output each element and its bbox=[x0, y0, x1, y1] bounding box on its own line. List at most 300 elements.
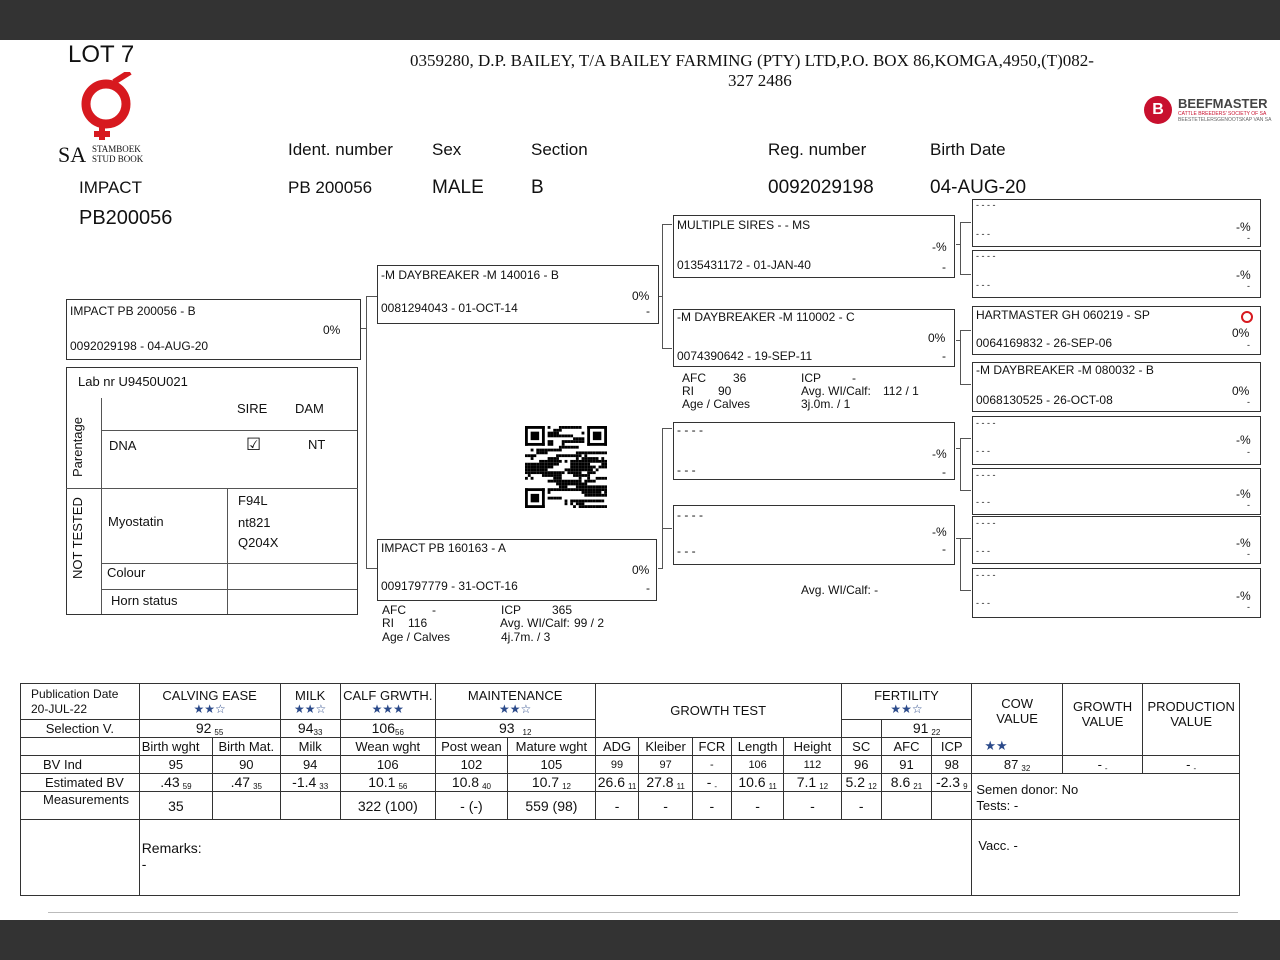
sds-dash: - bbox=[1247, 340, 1250, 350]
pedigree-dam-sire[interactable] bbox=[673, 422, 955, 480]
est-acc: 59 bbox=[182, 782, 192, 791]
qr-module bbox=[584, 460, 587, 463]
qr-module bbox=[579, 454, 582, 457]
qr-module bbox=[584, 474, 587, 477]
calving-ease-stars-icon: ★★☆ bbox=[193, 702, 226, 716]
qr-module bbox=[556, 432, 559, 435]
birth-label: Birth Date bbox=[930, 140, 1006, 159]
qr-module bbox=[539, 460, 542, 463]
qr-module bbox=[565, 488, 568, 491]
qr-module bbox=[565, 485, 568, 488]
self-name: IMPACT PB 200056 - B bbox=[70, 304, 196, 318]
est-value: -2.3 bbox=[935, 774, 961, 790]
lot-number: LOT 7 bbox=[68, 41, 135, 68]
qr-module bbox=[582, 485, 585, 488]
bv-ind-cell: 112 bbox=[784, 756, 841, 774]
qr-module bbox=[545, 449, 548, 452]
qr-module bbox=[573, 488, 576, 491]
qr-module bbox=[579, 468, 582, 471]
qr-module bbox=[570, 440, 573, 443]
qr-module bbox=[604, 485, 607, 488]
qr-module bbox=[584, 466, 587, 469]
qr-module bbox=[584, 505, 587, 508]
est-value: 7.1 bbox=[796, 774, 817, 790]
qr-module bbox=[599, 488, 602, 491]
dsd-dash: - bbox=[1247, 500, 1250, 510]
lab-nr-row bbox=[66, 367, 358, 398]
dd-reg: - - - bbox=[677, 544, 696, 558]
sel-calving-value: 92 bbox=[195, 720, 212, 736]
ident-label: Ident. number bbox=[288, 140, 393, 159]
sel-calving bbox=[139, 720, 280, 738]
dd-pct: -% bbox=[932, 525, 947, 539]
qr-module bbox=[545, 451, 548, 454]
pedigree-sire-sire[interactable] bbox=[673, 215, 955, 278]
reg-value: 0092029198 bbox=[768, 177, 874, 198]
sdd-dash: - bbox=[1247, 397, 1250, 407]
lab-panel bbox=[66, 367, 358, 615]
calf-growth-stars-icon: ★★★ bbox=[371, 702, 404, 716]
qr-module bbox=[604, 505, 607, 508]
self-reg: 0092029198 - 04-AUG-20 bbox=[70, 339, 209, 353]
qr-module bbox=[587, 491, 590, 494]
pedigree-dam[interactable] bbox=[377, 539, 657, 601]
qr-module bbox=[593, 457, 596, 460]
qr-module bbox=[570, 488, 573, 491]
qr-module bbox=[573, 437, 576, 440]
est-cell bbox=[340, 774, 435, 792]
pedigree-sss[interactable] bbox=[972, 199, 1261, 247]
qr-module bbox=[582, 432, 585, 435]
qr-module bbox=[593, 466, 596, 469]
qr-module bbox=[545, 468, 548, 471]
beefmaster-sub1: CATTLE BREEDERS' SOCIETY OF SA bbox=[1178, 111, 1267, 117]
remarks-cell bbox=[139, 820, 972, 896]
cow-value-stars-icon: ★★ bbox=[984, 738, 1008, 753]
est-acc: 12 bbox=[819, 782, 829, 791]
production-value-acc: - bbox=[1193, 763, 1197, 773]
col-header: Length bbox=[731, 738, 783, 756]
est-label: Estimated BV bbox=[21, 774, 140, 792]
ddd-name: - - - - bbox=[976, 570, 996, 580]
sire-reg: 0081294043 - 01-OCT-14 bbox=[381, 301, 518, 315]
sdd-pct: 0% bbox=[1232, 384, 1250, 398]
qr-module bbox=[525, 426, 528, 446]
qr-module bbox=[579, 471, 582, 474]
qr-module bbox=[587, 468, 590, 471]
qr-module bbox=[531, 457, 534, 460]
dsd-pct: -% bbox=[1236, 487, 1251, 501]
dam-age-label: Age / Calves bbox=[382, 630, 451, 644]
est-cell bbox=[139, 774, 212, 792]
qr-module bbox=[548, 491, 551, 494]
qr-module bbox=[525, 468, 528, 471]
qr-module bbox=[593, 432, 601, 440]
pub-date: 20-JUL-22 bbox=[31, 701, 88, 716]
qr-module bbox=[590, 505, 593, 508]
sdd-name: -M DAYBREAKER -M 080032 - B bbox=[976, 363, 1154, 377]
qr-module bbox=[562, 426, 565, 429]
qr-module bbox=[545, 463, 548, 466]
qr-module bbox=[584, 485, 587, 488]
stamboek-logo bbox=[58, 72, 168, 167]
qr-module bbox=[533, 454, 536, 457]
qr-module bbox=[556, 463, 559, 466]
meas-label: Measurements bbox=[21, 792, 140, 820]
sel-fertility-spacer bbox=[841, 720, 881, 738]
dam-reg: 0091797779 - 31-OCT-16 bbox=[381, 579, 518, 593]
qr-module bbox=[573, 480, 576, 483]
horn-label: Horn status bbox=[111, 593, 178, 608]
qr-module bbox=[556, 457, 559, 460]
meas-cell: - bbox=[731, 792, 783, 820]
qr-module bbox=[579, 483, 582, 486]
qr-module bbox=[542, 468, 545, 471]
qr-module bbox=[565, 480, 568, 483]
qr-module bbox=[601, 466, 604, 469]
qr-module bbox=[576, 463, 579, 466]
qr-module bbox=[559, 434, 562, 437]
qr-module bbox=[576, 466, 579, 469]
qr-module bbox=[559, 485, 562, 488]
sel-calf-growth-value: 106 bbox=[371, 720, 395, 736]
ds-reg: - - - bbox=[677, 463, 696, 477]
qr-module bbox=[562, 485, 565, 488]
pedigree-dss[interactable] bbox=[972, 416, 1261, 465]
qr-module bbox=[601, 463, 604, 466]
meas-cell: 559 (98) bbox=[508, 792, 596, 820]
qr-module bbox=[593, 494, 596, 497]
qr-module bbox=[548, 471, 551, 474]
meas-cell: 322 (100) bbox=[340, 792, 435, 820]
qr-module bbox=[599, 485, 602, 488]
est-value: .43 bbox=[160, 774, 180, 790]
qr-module bbox=[573, 446, 576, 449]
qr-module bbox=[565, 440, 568, 443]
qr-module bbox=[584, 457, 587, 460]
birth-value: 04-AUG-20 bbox=[930, 177, 1027, 198]
dna-sire-check-icon: ☑ bbox=[246, 435, 262, 454]
qr-module bbox=[567, 426, 570, 429]
qr-module bbox=[601, 505, 604, 508]
qr-module bbox=[579, 437, 582, 440]
qr-module bbox=[542, 426, 545, 446]
qr-module bbox=[531, 494, 539, 502]
qr-module bbox=[582, 488, 585, 491]
qr-code bbox=[523, 426, 609, 508]
qr-module bbox=[601, 457, 604, 460]
not-tested-label: NOT TESTED bbox=[70, 497, 85, 579]
col-header: ICP bbox=[932, 738, 972, 756]
qr-module bbox=[570, 434, 573, 437]
selection-label: Selection V. bbox=[21, 720, 140, 738]
pedigree-dds[interactable] bbox=[972, 516, 1261, 564]
ss-reg: 0135431172 - 01-JAN-40 bbox=[677, 258, 811, 272]
dd-name: - - - - bbox=[677, 508, 703, 522]
qr-module bbox=[548, 432, 551, 435]
qr-module bbox=[542, 451, 545, 454]
pedigree-ssd[interactable] bbox=[972, 250, 1261, 298]
qr-module bbox=[596, 460, 599, 463]
est-acc: 11 bbox=[768, 782, 777, 791]
qr-module bbox=[582, 440, 585, 443]
beefmaster-sub2: BEESTETELERSGENOOTSKAP VAN SA bbox=[1178, 117, 1272, 123]
meas-cell: - bbox=[595, 792, 639, 820]
qr-module bbox=[550, 449, 553, 452]
qr-module bbox=[570, 502, 573, 505]
qr-module bbox=[539, 466, 542, 469]
qr-module bbox=[550, 463, 553, 466]
ssd-reg: - - - bbox=[976, 280, 990, 290]
qr-module bbox=[582, 483, 585, 486]
qr-module bbox=[548, 480, 551, 483]
stamboek-emblem-icon bbox=[68, 72, 148, 144]
qr-module bbox=[533, 471, 536, 474]
qr-module bbox=[599, 451, 602, 454]
qr-module bbox=[567, 454, 570, 457]
qr-module bbox=[576, 471, 579, 474]
meas-cell: - bbox=[692, 792, 731, 820]
qr-module bbox=[576, 480, 579, 483]
sel-milk bbox=[280, 720, 340, 738]
myostatin-f94l: F94L bbox=[238, 493, 268, 508]
qr-module bbox=[587, 466, 590, 469]
col-header: ADG bbox=[595, 738, 639, 756]
qr-module bbox=[573, 426, 576, 429]
pedigree-self[interactable] bbox=[66, 299, 361, 360]
qr-module bbox=[556, 449, 559, 452]
qr-module bbox=[570, 460, 573, 463]
qr-module bbox=[587, 488, 590, 491]
qr-module bbox=[525, 443, 545, 446]
qr-module bbox=[576, 446, 579, 449]
qr-module bbox=[550, 480, 553, 483]
qr-module bbox=[579, 474, 582, 477]
est-acc: 56 bbox=[398, 782, 408, 791]
qr-module bbox=[570, 454, 573, 457]
sds-name: HARTMASTER GH 060219 - SP bbox=[976, 308, 1150, 322]
qr-module bbox=[576, 500, 579, 503]
qr-module bbox=[562, 454, 565, 457]
qr-module bbox=[596, 500, 599, 503]
remarks-spacer bbox=[21, 820, 140, 896]
qr-module bbox=[559, 483, 562, 486]
pedigree-sire-dam[interactable] bbox=[673, 309, 955, 367]
dam-pct: 0% bbox=[632, 563, 650, 577]
qr-module bbox=[584, 500, 587, 503]
dam-avg: 99 / 2 bbox=[574, 616, 605, 630]
qr-module bbox=[553, 480, 556, 483]
qr-module bbox=[573, 468, 576, 471]
qr-module bbox=[562, 480, 565, 483]
qr-module bbox=[596, 457, 599, 460]
qr-module bbox=[553, 497, 556, 500]
production-value-label-1: PRODUCTION bbox=[1147, 699, 1235, 714]
ds-pct: -% bbox=[932, 447, 947, 461]
qr-module bbox=[545, 474, 548, 477]
qr-module bbox=[559, 446, 562, 449]
qr-module bbox=[582, 451, 585, 454]
est-value: -1.4 bbox=[292, 774, 317, 790]
qr-module bbox=[550, 471, 553, 474]
qr-module bbox=[590, 466, 593, 469]
growth-value-label-1: GROWTH bbox=[1072, 699, 1133, 714]
qr-module bbox=[553, 471, 556, 474]
est-cell bbox=[841, 774, 881, 792]
sd-age-calves: 3j.0m. / 1 bbox=[801, 397, 851, 411]
ds-dash: - bbox=[942, 465, 946, 479]
est-value: 10.7 bbox=[531, 774, 560, 790]
qr-module bbox=[548, 488, 551, 491]
dam-name: IMPACT PB 160163 - A bbox=[381, 541, 506, 555]
qr-module bbox=[593, 471, 596, 474]
dds-reg: - - - bbox=[976, 546, 990, 556]
qr-module bbox=[587, 485, 590, 488]
qr-module bbox=[553, 463, 556, 466]
dds-pct: -% bbox=[1236, 536, 1251, 550]
qr-module bbox=[562, 483, 565, 486]
ss-pct: -% bbox=[932, 240, 947, 254]
sel-maintenance-acc: 12 bbox=[522, 728, 532, 737]
pedigree-dam-dam[interactable] bbox=[673, 505, 955, 565]
qr-module bbox=[567, 483, 570, 486]
pedigree-sds[interactable] bbox=[972, 306, 1261, 355]
sel-milk-value: 94 bbox=[297, 720, 314, 736]
animal-code: PB200056 bbox=[79, 207, 173, 229]
est-cell bbox=[881, 774, 931, 792]
qr-module bbox=[525, 471, 528, 474]
section-value: B bbox=[531, 177, 544, 198]
est-acc: 12 bbox=[562, 782, 571, 791]
qr-module bbox=[525, 454, 528, 457]
meas-cell: - bbox=[784, 792, 841, 820]
qr-module bbox=[556, 488, 559, 491]
bv-ind-cell: 95 bbox=[139, 756, 212, 774]
ddd-reg: - - - bbox=[976, 598, 990, 608]
ddd-pct: -% bbox=[1236, 589, 1251, 603]
qr-module bbox=[587, 426, 590, 446]
pedigree-ddd[interactable] bbox=[972, 568, 1261, 618]
qr-module bbox=[528, 468, 531, 471]
dd-dash: - bbox=[942, 542, 946, 556]
qr-module bbox=[579, 485, 582, 488]
qr-module bbox=[604, 460, 607, 463]
qr-module bbox=[579, 502, 582, 505]
pedigree-sire[interactable] bbox=[377, 265, 659, 324]
qr-module bbox=[590, 468, 593, 471]
qr-module bbox=[567, 488, 570, 491]
bv-ind-cell: 98 bbox=[932, 756, 972, 774]
qr-module bbox=[601, 494, 604, 497]
qr-module bbox=[582, 474, 585, 477]
qr-module bbox=[579, 505, 582, 508]
calving-ease-header bbox=[139, 684, 280, 720]
dam-ri-label: RI bbox=[382, 616, 394, 630]
bv-ind-cell: 106 bbox=[731, 756, 783, 774]
qr-module bbox=[542, 471, 545, 474]
qr-module bbox=[536, 463, 539, 466]
sd-name: -M DAYBREAKER -M 110002 - C bbox=[677, 310, 855, 324]
qr-module bbox=[559, 454, 562, 457]
beefmaster-name: BEEFMASTER bbox=[1178, 96, 1268, 111]
qr-module bbox=[590, 460, 593, 463]
qr-module bbox=[565, 500, 568, 503]
self-pct: 0% bbox=[323, 323, 341, 337]
qr-module bbox=[542, 474, 545, 477]
meas-cell: - bbox=[841, 792, 881, 820]
qr-module bbox=[570, 446, 573, 449]
qr-module bbox=[579, 440, 582, 443]
qr-module bbox=[531, 454, 534, 457]
fertility-stars-icon: ★★☆ bbox=[890, 702, 923, 716]
qr-module bbox=[553, 434, 556, 437]
sel-fertility-acc: 22 bbox=[931, 728, 941, 737]
pedigree-dsd[interactable] bbox=[972, 468, 1261, 515]
qr-module bbox=[601, 460, 604, 463]
qr-module bbox=[599, 505, 602, 508]
sel-maintenance bbox=[435, 720, 595, 738]
qr-module bbox=[596, 491, 599, 494]
qr-module bbox=[548, 497, 551, 500]
qr-module bbox=[528, 466, 531, 469]
bv-ind-row bbox=[21, 756, 1240, 774]
qr-module bbox=[536, 471, 539, 474]
semen-tests-cell bbox=[972, 774, 1240, 820]
est-cell bbox=[639, 774, 692, 792]
qr-module bbox=[604, 477, 607, 480]
qr-module bbox=[528, 471, 531, 474]
beefmaster-b-icon: B bbox=[1144, 96, 1172, 124]
sd-avg: 112 / 1 bbox=[883, 384, 919, 398]
est-value: 10.8 bbox=[451, 774, 480, 790]
qr-module bbox=[587, 463, 590, 466]
qr-module bbox=[550, 457, 553, 460]
qr-module bbox=[587, 505, 590, 508]
dds-dash: - bbox=[1247, 549, 1250, 559]
qr-module bbox=[596, 488, 599, 491]
breeding-values-table bbox=[20, 683, 1240, 896]
sd-avg-label: Avg. WI/Calf: bbox=[801, 384, 871, 398]
pedigree-sdd[interactable] bbox=[972, 362, 1261, 412]
qr-module bbox=[573, 500, 576, 503]
calving-ease-label: CALVING EASE bbox=[162, 688, 257, 703]
qr-module bbox=[570, 500, 573, 503]
qr-module bbox=[536, 449, 539, 452]
qr-module bbox=[525, 466, 528, 469]
sd-pct: 0% bbox=[928, 331, 946, 345]
qr-module bbox=[584, 491, 587, 494]
est-cell bbox=[692, 774, 731, 792]
qr-module bbox=[579, 460, 582, 463]
col-header: Post wean bbox=[435, 738, 507, 756]
qr-module bbox=[528, 454, 531, 457]
col-header: Kleiber bbox=[639, 738, 692, 756]
qr-module bbox=[528, 463, 531, 466]
qr-module bbox=[601, 488, 604, 491]
sel-fertility-value: 91 bbox=[912, 720, 929, 736]
sd-icp: - bbox=[852, 371, 856, 385]
est-acc: 21 bbox=[913, 782, 923, 791]
est-value: 27.8 bbox=[646, 774, 674, 790]
qr-module bbox=[567, 440, 570, 443]
qr-module bbox=[587, 474, 590, 477]
maintenance-header bbox=[435, 684, 595, 720]
dam-age-calves: 4j.7m. / 3 bbox=[501, 630, 551, 644]
qr-module bbox=[548, 466, 551, 469]
qr-module bbox=[582, 457, 585, 460]
qr-module bbox=[559, 429, 562, 432]
stamboek-mark-icon bbox=[1241, 311, 1253, 323]
